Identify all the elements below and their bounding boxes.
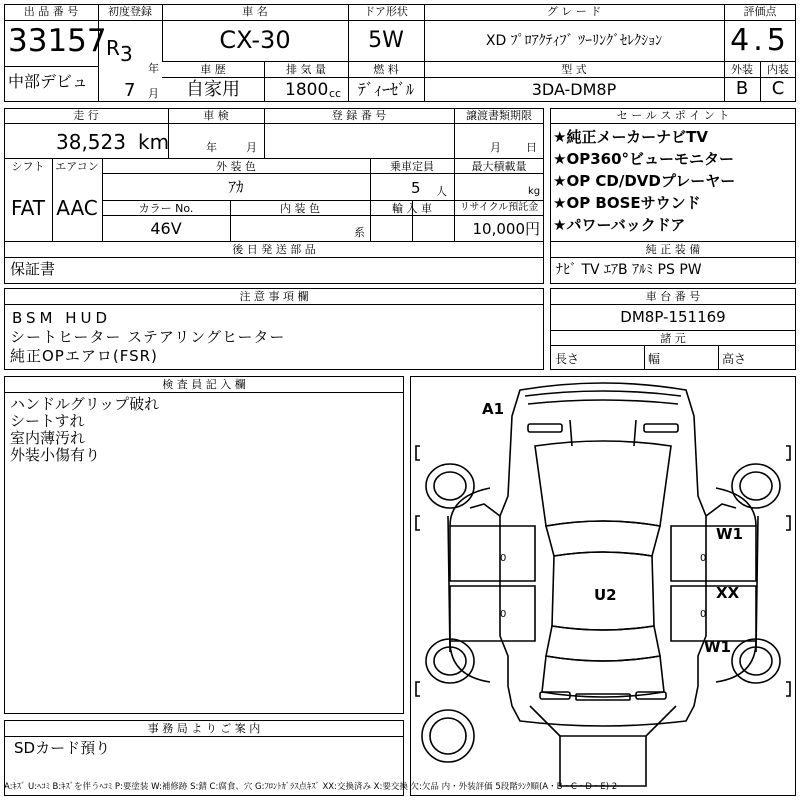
shift-header: シフト	[11, 160, 45, 173]
note-line: シートヒーター ステアリングヒーター	[10, 328, 286, 346]
capacity-header: 乗車定員	[390, 160, 434, 173]
displacement: 1800	[285, 80, 329, 100]
lot-no: 33157	[8, 23, 107, 59]
color-header: 外 装 色	[216, 160, 256, 173]
mileage-unit: km	[138, 130, 170, 154]
interior-header: 内装	[767, 63, 789, 76]
int-color-header: 内 装 色	[280, 202, 320, 215]
width-label: 幅	[648, 352, 661, 366]
model: 3DA-DM8P	[531, 80, 617, 99]
door-type: 5W	[368, 28, 404, 53]
inspection-month-unit: 月	[246, 141, 257, 154]
sales-point-item: ★OP BOSEサウンド	[553, 194, 701, 212]
mileage: 38,523	[56, 130, 126, 154]
ac: AAC	[56, 196, 98, 220]
equipment: ﾅﾋﾞ TV ｴｱB ｱﾙﾐ PS PW	[556, 262, 702, 278]
color-no-header: カラー No.	[138, 202, 194, 215]
chassis-number: DM8P-151169	[620, 308, 726, 326]
venue: 中部デビュ	[8, 72, 89, 91]
transfer-month-unit: 月	[490, 141, 501, 154]
svg-text:0: 0	[700, 609, 707, 620]
int-color-unit: 系	[354, 226, 365, 239]
svg-text:0: 0	[700, 553, 707, 564]
plate-header: 登 録 番 号	[331, 109, 387, 122]
recycle-deposit: 10,000円	[472, 220, 540, 238]
capacity-unit: 人	[436, 185, 447, 198]
history-header: 車 歴	[200, 63, 226, 76]
grade-header: グ レ ー ド	[546, 5, 602, 18]
color-no: 46V	[150, 219, 182, 238]
reg-year-unit: 年	[148, 62, 159, 75]
exterior-header: 外装	[731, 63, 753, 76]
score: 4.5	[730, 23, 790, 58]
dims-header: 諸 元	[660, 332, 686, 345]
length-label: 長さ	[555, 352, 580, 366]
inspection-year-unit: 年	[206, 141, 217, 154]
door-header: ドア形状	[364, 5, 408, 18]
car-name: CX-30	[219, 26, 291, 54]
note-line: BSM HUD	[12, 309, 112, 327]
fuel: ﾃﾞｨｰｾﾞﾙ	[357, 80, 414, 99]
office-header: 事 務 局 よ り ご 案 内	[147, 722, 261, 735]
sales-point-item: ★純正メーカーナビTV	[553, 128, 708, 146]
notes-header: 注 意 事 項 欄	[239, 290, 309, 303]
damage-mark-u2: U2	[594, 586, 617, 604]
svg-text:0: 0	[500, 609, 507, 620]
import-header: 輸 入 車	[392, 202, 432, 215]
era: R	[106, 36, 120, 60]
sales-point-item: ★OP360°ビューモニター	[553, 150, 735, 168]
history: 自家用	[186, 79, 240, 100]
inspector-line: ハンドルグリップ破れ	[10, 395, 160, 413]
grade: XD ﾌﾟﾛｱｸﾃｨﾌﾞ ﾂｰﾘﾝｸﾞｾﾚｸｼｮﾝ	[485, 33, 663, 49]
damage-mark-a1: A1	[482, 400, 505, 418]
equipment-header: 純 正 装 備	[645, 243, 701, 256]
chassis-header: 車 台 番 号	[645, 290, 701, 303]
car-name-header: 車 名	[242, 5, 268, 18]
score-header: 評価点	[743, 5, 777, 18]
transfer-day-unit: 日	[526, 141, 537, 154]
recycle-header: リサイクル預託金	[459, 202, 539, 213]
inspector-line: シートすれ	[10, 412, 85, 430]
displacement-header: 排 気 量	[286, 63, 326, 76]
height-label: 高さ	[722, 352, 747, 366]
load-header: 最大積載量	[471, 160, 527, 173]
inspector-line: 外装小傷有り	[10, 446, 101, 464]
displacement-unit: cc	[329, 87, 342, 100]
later-parts-header: 後 日 発 送 部 品	[232, 243, 316, 256]
ac-header: エアコン	[55, 160, 99, 173]
damage-mark-w1-rear: W1	[704, 638, 731, 656]
lot-no-header: 出 品 番 号	[23, 5, 79, 18]
later-parts: 保証書	[10, 260, 56, 278]
shift: FAT	[10, 196, 45, 220]
interior-grade: C	[771, 78, 785, 99]
inspector-header: 検 査 員 記 入 欄	[162, 378, 246, 391]
exterior-color: ｱｶ	[228, 178, 244, 196]
transfer-header: 譲渡書類期限	[466, 109, 532, 122]
reg-year: 3	[120, 42, 133, 66]
damage-mark-xx: XX	[716, 584, 740, 602]
note-line: 純正OPエアロ(FSR)	[10, 347, 158, 365]
sales-point-item: ★OP CD/DVDプレーヤー	[553, 172, 736, 190]
load-unit: kg	[528, 186, 541, 197]
reg-month-unit: 月	[148, 87, 159, 100]
office-text: SDカード預り	[14, 739, 111, 757]
svg-text:0: 0	[500, 553, 507, 564]
reg-month: 7	[124, 80, 136, 101]
first-reg-header: 初度登録	[108, 5, 152, 18]
damage-legend: A:ｷｽﾞ U:ﾍｺﾐ B:ｷｽﾞを伴うﾍｺﾐ P:要塗装 W:補修跡 S:錆 C:腐食、穴 G:ﾌﾛﾝﾄｶﾞﾗｽ点ｷｽﾞ XX:交換済み X:要交換 欠:欠品 内・外装評価 5段階ﾗﾝｸ順(A・B・C・D・E) 2	[4, 782, 618, 792]
exterior-grade: B	[735, 78, 749, 99]
model-header: 型 式	[561, 63, 587, 76]
mileage-header: 走 行	[73, 109, 99, 122]
sales-point-item: ★パワーバックドア	[553, 216, 686, 234]
capacity: 5	[411, 179, 421, 197]
inspector-line: 室内薄汚れ	[10, 429, 86, 447]
sales-points-header: セ ー ル ス ポ イ ン ト	[616, 109, 730, 122]
inspection-header: 車 検	[203, 109, 229, 122]
damage-mark-w1-front: W1	[716, 525, 743, 543]
fuel-header: 燃 料	[373, 63, 399, 76]
